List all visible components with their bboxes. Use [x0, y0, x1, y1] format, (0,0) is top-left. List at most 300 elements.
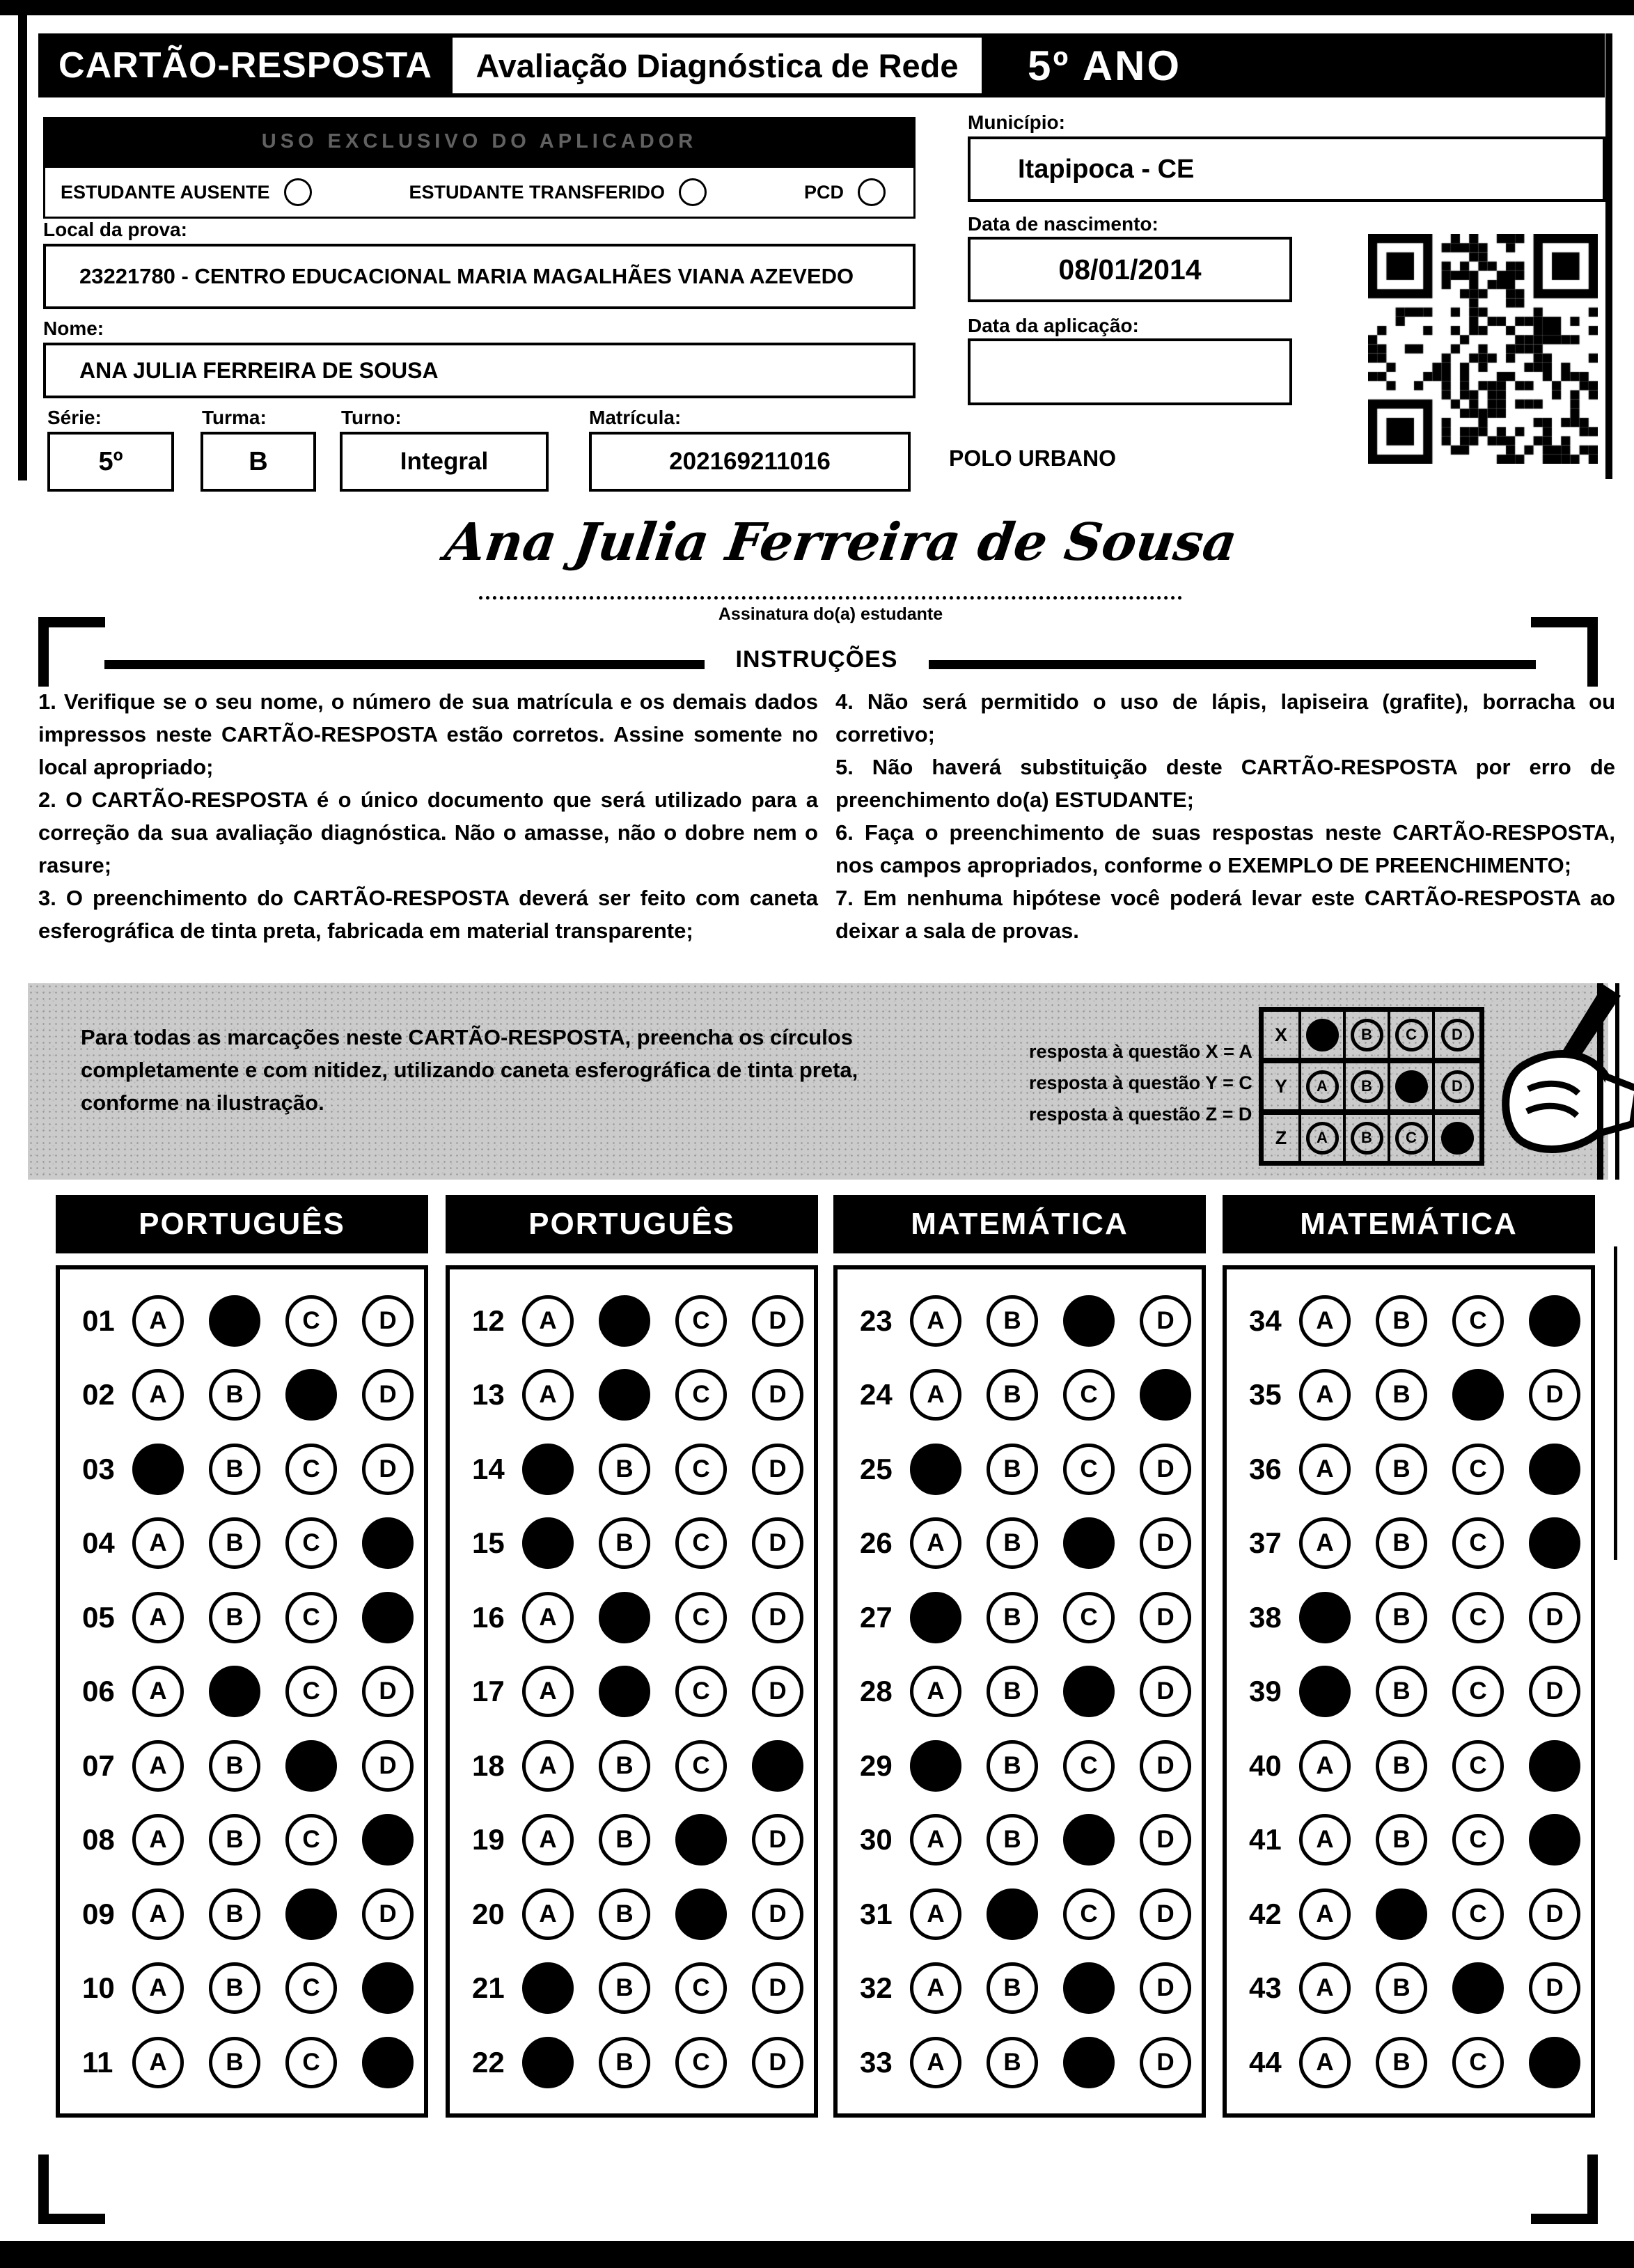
bubble-C[interactable] [1063, 1295, 1115, 1347]
instruction-item: 7. Em nenhuma hipótese você poderá levar este CARTÃO-RESPOSTA ao deixar a sala de provas. [835, 886, 1615, 943]
bubble-B[interactable]: B [1376, 1666, 1427, 1717]
bubble-B[interactable]: B [1376, 1814, 1427, 1866]
legend-line: resposta à questão X = A [1029, 1041, 1252, 1062]
question-row [1227, 1888, 1591, 1940]
bubble-D[interactable] [1529, 1740, 1580, 1792]
bubble-A[interactable]: A [910, 1369, 961, 1421]
bubble-A[interactable]: A [522, 1592, 574, 1643]
bubble-C[interactable]: C [675, 2037, 727, 2088]
bubble-C[interactable]: C [1452, 1740, 1504, 1792]
bubble-B[interactable]: B [987, 1517, 1038, 1569]
bubble-group [910, 1814, 1191, 1866]
instruction-item: 1. Verifique se o seu nome, o número de sua matrícula e os demais dados impressos neste CARTÃO-RESPOSTA estão corretos. Assine somente no local apropriado; [38, 689, 818, 779]
bubble-B[interactable]: B [1376, 2037, 1427, 2088]
bubble-A[interactable]: A [132, 1962, 184, 2014]
example-bubble-B: B [1351, 1019, 1383, 1051]
answer-grid [446, 1265, 818, 2118]
bubble-C[interactable]: C [675, 1369, 727, 1421]
crop-mark-top-right [1531, 617, 1598, 687]
bubble-B[interactable]: B [987, 1740, 1038, 1792]
bubble-B[interactable] [987, 1888, 1038, 1940]
bubble-A[interactable]: A [132, 1814, 184, 1866]
bubble-C[interactable]: C [675, 1740, 727, 1792]
student-transferred-item [409, 178, 707, 206]
question-number: 34 [1249, 1304, 1282, 1337]
bubble-D[interactable]: D [1529, 1888, 1580, 1940]
bubble-D[interactable]: D [362, 1888, 414, 1940]
bubble-B[interactable] [1376, 1888, 1427, 1940]
bubble-B[interactable]: B [1376, 1295, 1427, 1347]
bubble-group [522, 1369, 803, 1421]
example-row-label: Y [1264, 1063, 1301, 1109]
bubble-A[interactable]: A [132, 1592, 184, 1643]
bubble-C[interactable]: C [675, 1592, 727, 1643]
signature-label: Assinatura do(a) estudante [718, 604, 943, 624]
bubble-group [522, 1295, 803, 1347]
birthdate-label: Data de nascimento: [968, 213, 1158, 235]
bubble-B[interactable]: B [1376, 1592, 1427, 1643]
bubble-group [132, 2037, 414, 2088]
example-bubble-D: D [1441, 1019, 1474, 1051]
bubble-C[interactable] [1063, 1666, 1115, 1717]
bubble-D[interactable]: D [752, 1592, 803, 1643]
bubble-D[interactable] [362, 1814, 414, 1866]
question-row [838, 1369, 1202, 1421]
pcd-item [804, 178, 886, 206]
question-row [838, 1888, 1202, 1940]
bubble-C[interactable]: C [675, 1295, 727, 1347]
bubble-C[interactable] [1063, 1962, 1115, 2014]
bubble-A[interactable]: A [132, 1888, 184, 1940]
question-row [1227, 1444, 1591, 1495]
example-bubble-A [1306, 1019, 1339, 1051]
bubble-A[interactable] [522, 1444, 574, 1495]
bubble-D[interactable] [1529, 2037, 1580, 2088]
bubble-group [1299, 1444, 1580, 1495]
question-number: 20 [472, 1897, 505, 1930]
bubble-A[interactable] [522, 2037, 574, 2088]
question-number: 26 [860, 1526, 893, 1559]
crop-mark-bottom-right [1531, 2154, 1598, 2224]
bubble-B[interactable] [599, 1295, 650, 1347]
bubble-group [910, 1962, 1191, 2014]
card-title: CARTÃO-RESPOSTA [58, 45, 432, 86]
bubble-A[interactable]: A [522, 1814, 574, 1866]
bubble-D[interactable]: D [752, 1517, 803, 1569]
question-number: 17 [472, 1675, 505, 1707]
bubble-A[interactable]: A [132, 1666, 184, 1717]
application-date-value[interactable] [968, 338, 1292, 405]
bubble-C[interactable]: C [285, 1962, 337, 2014]
question-row [60, 2037, 424, 2088]
bubble-A[interactable]: A [910, 1962, 961, 2014]
bubble-D[interactable]: D [1529, 1369, 1580, 1421]
bubble-A[interactable]: A [522, 1666, 574, 1717]
question-row [838, 1814, 1202, 1866]
question-row [838, 1740, 1202, 1792]
bubble-C[interactable] [1452, 1369, 1504, 1421]
series-label: Série: [47, 407, 102, 428]
question-row [450, 1666, 814, 1717]
bubble-C[interactable] [1452, 1962, 1504, 2014]
bubble-D[interactable]: D [362, 1369, 414, 1421]
bubble-D[interactable]: D [1140, 1888, 1191, 1940]
bubble-C[interactable] [285, 1888, 337, 1940]
question-number: 11 [82, 2045, 113, 2079]
bubble-A[interactable] [910, 1592, 961, 1643]
answer-column [56, 1195, 428, 2118]
bubble-D[interactable]: D [752, 1814, 803, 1866]
question-row [60, 1444, 424, 1495]
bubble-C[interactable] [675, 1814, 727, 1866]
bubble-A[interactable]: A [132, 2037, 184, 2088]
question-number: 01 [82, 1304, 115, 1337]
series-value: 5º [47, 432, 174, 492]
bubble-group [522, 2037, 803, 2088]
bubble-D[interactable] [1529, 1517, 1580, 1569]
bubble-group [522, 1962, 803, 2014]
bubble-A[interactable]: A [1299, 1962, 1351, 2014]
bubble-D[interactable]: D [752, 1295, 803, 1347]
bubble-B[interactable]: B [987, 1369, 1038, 1421]
instruction-item: 6. Faça o preenchimento de suas respostas neste CARTÃO-RESPOSTA, nos campos apropriados, conforme o EXEMPLO DE PREENCHIMENTO; [835, 820, 1615, 877]
bubble-B[interactable]: B [209, 1888, 260, 1940]
bubble-B[interactable] [209, 1666, 260, 1717]
bubble-A[interactable]: A [910, 1888, 961, 1940]
bubble-B[interactable]: B [599, 1517, 650, 1569]
bubble-C[interactable]: C [675, 1666, 727, 1717]
bubble-A[interactable]: A [1299, 1444, 1351, 1495]
bubble-group [522, 1888, 803, 1940]
example-bubble-B: B [1351, 1122, 1383, 1155]
bubble-A[interactable]: A [132, 1740, 184, 1792]
example-legend [1029, 1036, 1252, 1130]
bubble-B[interactable]: B [1376, 1369, 1427, 1421]
question-row [1227, 2037, 1591, 2088]
question-row [60, 1666, 424, 1717]
bubble-A[interactable]: A [910, 2037, 961, 2088]
bubble-A[interactable] [910, 1444, 961, 1495]
bubble-A[interactable]: A [132, 1295, 184, 1347]
student-transferred-circle[interactable] [679, 178, 707, 206]
bubble-B[interactable]: B [1376, 1444, 1427, 1495]
bubble-B[interactable]: B [209, 1517, 260, 1569]
bubble-A[interactable]: A [522, 1295, 574, 1347]
page-bottom-edge [0, 2241, 1634, 2268]
bubble-B[interactable]: B [209, 1814, 260, 1866]
bubble-D[interactable]: D [1140, 1814, 1191, 1866]
bubble-B[interactable]: B [599, 1814, 650, 1866]
bubble-A[interactable]: A [1299, 1517, 1351, 1569]
page-edge-artifact [1614, 1246, 1617, 1560]
bubble-group [910, 1444, 1191, 1495]
bubble-D[interactable]: D [362, 1666, 414, 1717]
bubble-C[interactable]: C [1452, 1444, 1504, 1495]
bubble-D[interactable] [362, 1962, 414, 2014]
instruction-item: 3. O preenchimento do CARTÃO-RESPOSTA deverá ser feito com caneta esferográfica de tinta preta, fabricada em material transparente; [38, 886, 818, 943]
bubble-B[interactable]: B [987, 2037, 1038, 2088]
bubble-B[interactable]: B [987, 1295, 1038, 1347]
bubble-group [522, 1740, 803, 1792]
example-bubble-C: C [1395, 1122, 1428, 1155]
answer-column [1223, 1195, 1595, 2118]
question-number: 12 [472, 1304, 505, 1337]
bubble-A[interactable]: A [1299, 1814, 1351, 1866]
bubble-C[interactable]: C [675, 1962, 727, 2014]
bubble-C[interactable]: C [285, 1666, 337, 1717]
question-number: 38 [1249, 1600, 1282, 1634]
instruction-item: 2. O CARTÃO-RESPOSTA é o único documento que será utilizado para a correção da sua avaliação diagnóstica. Não o amasse, não o dobre nem o rasure; [38, 788, 818, 877]
bubble-C[interactable]: C [285, 1814, 337, 1866]
bubble-D[interactable] [752, 1740, 803, 1792]
bubble-C[interactable]: C [1063, 1740, 1115, 1792]
bubble-A[interactable]: A [522, 1740, 574, 1792]
bubble-B[interactable]: B [599, 1444, 650, 1495]
bubble-C[interactable]: C [1063, 1369, 1115, 1421]
bubble-group [132, 1740, 414, 1792]
bubble-D[interactable] [1529, 1444, 1580, 1495]
question-number: 30 [860, 1823, 893, 1856]
bubble-D[interactable]: D [1140, 1592, 1191, 1643]
bubble-D[interactable]: D [1529, 1592, 1580, 1643]
bubble-group [522, 1592, 803, 1643]
bubble-C[interactable]: C [1452, 1517, 1504, 1569]
question-number: 03 [82, 1452, 115, 1485]
bubble-A[interactable]: A [910, 1295, 961, 1347]
example-bubble-B: B [1351, 1070, 1383, 1103]
bubble-B[interactable] [599, 1666, 650, 1717]
bubble-A[interactable]: A [910, 1814, 961, 1866]
bubble-C[interactable]: C [285, 1295, 337, 1347]
bubble-D[interactable]: D [362, 1444, 414, 1495]
bubble-C[interactable] [1063, 1814, 1115, 1866]
band-edge-line-2 [1615, 983, 1619, 1180]
subject-header: MATEMÁTICA [1223, 1195, 1595, 1253]
bubble-B[interactable]: B [1376, 1517, 1427, 1569]
example-bubble-A: A [1306, 1122, 1339, 1155]
test-site-label: Local da prova: [43, 219, 187, 240]
test-site-value: 23221780 - CENTRO EDUCACIONAL MARIA MAGALHÃES VIANA AZEVEDO [43, 244, 916, 309]
bubble-B[interactable]: B [599, 2037, 650, 2088]
bubble-C[interactable]: C [675, 1517, 727, 1569]
polo-urbano-text: POLO URBANO [949, 446, 1116, 471]
bubble-D[interactable] [362, 1517, 414, 1569]
bubble-B[interactable]: B [209, 2037, 260, 2088]
bubble-C[interactable]: C [285, 1444, 337, 1495]
question-row [60, 1517, 424, 1569]
bubble-A[interactable] [522, 1962, 574, 2014]
pcd-circle[interactable] [858, 178, 886, 206]
question-number: 22 [472, 2045, 505, 2079]
bubble-group [1299, 2037, 1580, 2088]
bubble-C[interactable]: C [1452, 2037, 1504, 2088]
frame-left-line [18, 15, 27, 480]
bubble-D[interactable]: D [752, 1888, 803, 1940]
bubble-D[interactable]: D [1140, 1444, 1191, 1495]
bubble-B[interactable]: B [209, 1740, 260, 1792]
answer-grid [833, 1265, 1206, 2118]
bubble-A[interactable]: A [1299, 2037, 1351, 2088]
question-row [60, 1295, 424, 1347]
bubble-C[interactable]: C [1063, 1888, 1115, 1940]
bubble-A[interactable]: A [522, 1888, 574, 1940]
bubble-A[interactable]: A [910, 1517, 961, 1569]
question-number: 10 [82, 1971, 115, 2004]
bubble-D[interactable] [1529, 1295, 1580, 1347]
question-number: 06 [82, 1675, 115, 1707]
question-number: 24 [860, 1378, 893, 1411]
bubble-C[interactable]: C [285, 1592, 337, 1643]
bubble-B[interactable]: B [599, 1962, 650, 2014]
bubble-C[interactable]: C [1452, 1888, 1504, 1940]
bubble-A[interactable] [132, 1444, 184, 1495]
bubble-C[interactable]: C [1452, 1666, 1504, 1717]
bubble-A[interactable]: A [1299, 1369, 1351, 1421]
bubble-D[interactable] [362, 2037, 414, 2088]
bubble-D[interactable]: D [1140, 1295, 1191, 1347]
bubble-D[interactable] [1140, 1369, 1191, 1421]
bubble-A[interactable] [910, 1740, 961, 1792]
bubble-A[interactable] [1299, 1666, 1351, 1717]
bubble-B[interactable]: B [209, 1962, 260, 2014]
bubble-group [132, 1888, 414, 1940]
example-bubble-C: C [1395, 1019, 1428, 1051]
question-row [1227, 1962, 1591, 2014]
bubble-group [522, 1517, 803, 1569]
answer-grid [56, 1265, 428, 2118]
example-cell [1301, 1115, 1346, 1161]
bubble-B[interactable]: B [987, 1444, 1038, 1495]
bubble-A[interactable]: A [1299, 1740, 1351, 1792]
bubble-D[interactable]: D [362, 1295, 414, 1347]
bubble-C[interactable]: C [675, 1444, 727, 1495]
bubble-B[interactable]: B [599, 1888, 650, 1940]
instruction-item: 5. Não haverá substituição deste CARTÃO-RESPOSTA por erro de preenchimento do(a) ESTUDANTE; [835, 755, 1615, 812]
bubble-B[interactable] [209, 1295, 260, 1347]
question-number: 15 [472, 1526, 505, 1559]
bubble-A[interactable]: A [1299, 1295, 1351, 1347]
question-row [450, 1517, 814, 1569]
question-row [1227, 1369, 1591, 1421]
bubble-D[interactable] [362, 1592, 414, 1643]
bubble-B[interactable]: B [1376, 1962, 1427, 2014]
birthdate-value: 08/01/2014 [968, 237, 1292, 302]
bubble-B[interactable] [599, 1592, 650, 1643]
bubble-B[interactable]: B [1376, 1740, 1427, 1792]
applicator-only-bar [43, 117, 916, 166]
bubble-D[interactable]: D [1140, 1666, 1191, 1717]
bubble-group [910, 1888, 1191, 1940]
bubble-B[interactable]: B [987, 1666, 1038, 1717]
bubble-A[interactable]: A [522, 1369, 574, 1421]
question-number: 02 [82, 1378, 115, 1411]
question-number: 41 [1249, 1823, 1282, 1856]
bubble-group [132, 1295, 414, 1347]
bubble-C[interactable]: C [1452, 1814, 1504, 1866]
bubble-D[interactable]: D [752, 1962, 803, 2014]
bubble-C[interactable]: C [1063, 1592, 1115, 1643]
bubble-C[interactable]: C [1452, 1592, 1504, 1643]
bubble-B[interactable]: B [209, 1369, 260, 1421]
question-number: 35 [1249, 1378, 1282, 1411]
bubble-A[interactable]: A [910, 1666, 961, 1717]
question-row [838, 2037, 1202, 2088]
bubble-B[interactable]: B [987, 1592, 1038, 1643]
bubble-C[interactable] [285, 1369, 337, 1421]
bubble-A[interactable] [522, 1517, 574, 1569]
question-row [450, 1444, 814, 1495]
bubble-D[interactable]: D [1140, 1517, 1191, 1569]
bubble-B[interactable]: B [987, 1962, 1038, 2014]
bubble-C[interactable] [285, 1740, 337, 1792]
example-cell [1346, 1012, 1390, 1058]
bubble-A[interactable]: A [132, 1369, 184, 1421]
signature-dotted-line[interactable] [479, 596, 1182, 600]
example-cell [1346, 1115, 1390, 1161]
question-row [838, 1444, 1202, 1495]
bubble-B[interactable] [599, 1369, 650, 1421]
bubble-group [522, 1666, 803, 1717]
bubble-B[interactable]: B [987, 1814, 1038, 1866]
question-row [1227, 1295, 1591, 1347]
question-number: 44 [1249, 2045, 1282, 2079]
bubble-C[interactable]: C [285, 1517, 337, 1569]
bubble-A[interactable]: A [132, 1517, 184, 1569]
bubble-A[interactable] [1299, 1592, 1351, 1643]
bubble-D[interactable]: D [1529, 1666, 1580, 1717]
bubble-group [1299, 1888, 1580, 1940]
bubble-C[interactable]: C [285, 2037, 337, 2088]
name-value: ANA JULIA FERREIRA DE SOUSA [43, 343, 916, 398]
bubble-D[interactable] [1529, 1814, 1580, 1866]
instructions-rule-left [104, 660, 705, 669]
bubble-D[interactable]: D [752, 1444, 803, 1495]
example-cell [1346, 1063, 1390, 1109]
class-value: B [201, 432, 316, 492]
question-number: 25 [860, 1452, 893, 1485]
bubble-B[interactable]: B [209, 1444, 260, 1495]
question-row [450, 1888, 814, 1940]
bubble-D[interactable]: D [362, 1740, 414, 1792]
bubble-D[interactable]: D [752, 1369, 803, 1421]
question-row [1227, 1740, 1591, 1792]
bubble-D[interactable]: D [1140, 1740, 1191, 1792]
question-number: 23 [860, 1304, 893, 1337]
answer-column [446, 1195, 818, 2118]
bubble-D[interactable]: D [1529, 1962, 1580, 2014]
question-number: 09 [82, 1897, 115, 1930]
bubble-A[interactable]: A [1299, 1888, 1351, 1940]
bubble-C[interactable] [675, 1888, 727, 1940]
bubble-C[interactable]: C [1452, 1295, 1504, 1347]
bubble-D[interactable]: D [752, 2037, 803, 2088]
bubble-C[interactable] [1063, 1517, 1115, 1569]
question-number: 31 [860, 1897, 893, 1930]
question-row [450, 2037, 814, 2088]
crop-mark-top-left [38, 617, 105, 687]
bubble-C[interactable]: C [1063, 1444, 1115, 1495]
question-number: 43 [1249, 1971, 1282, 2004]
bubble-C[interactable] [1063, 2037, 1115, 2088]
bubble-group [1299, 1295, 1580, 1347]
student-absent-circle[interactable] [284, 178, 312, 206]
bubble-D[interactable]: D [752, 1666, 803, 1717]
bubble-D[interactable]: D [1140, 2037, 1191, 2088]
bubble-D[interactable]: D [1140, 1962, 1191, 2014]
bubble-B[interactable]: B [599, 1740, 650, 1792]
bubble-group [910, 1592, 1191, 1643]
bubble-B[interactable]: B [209, 1592, 260, 1643]
